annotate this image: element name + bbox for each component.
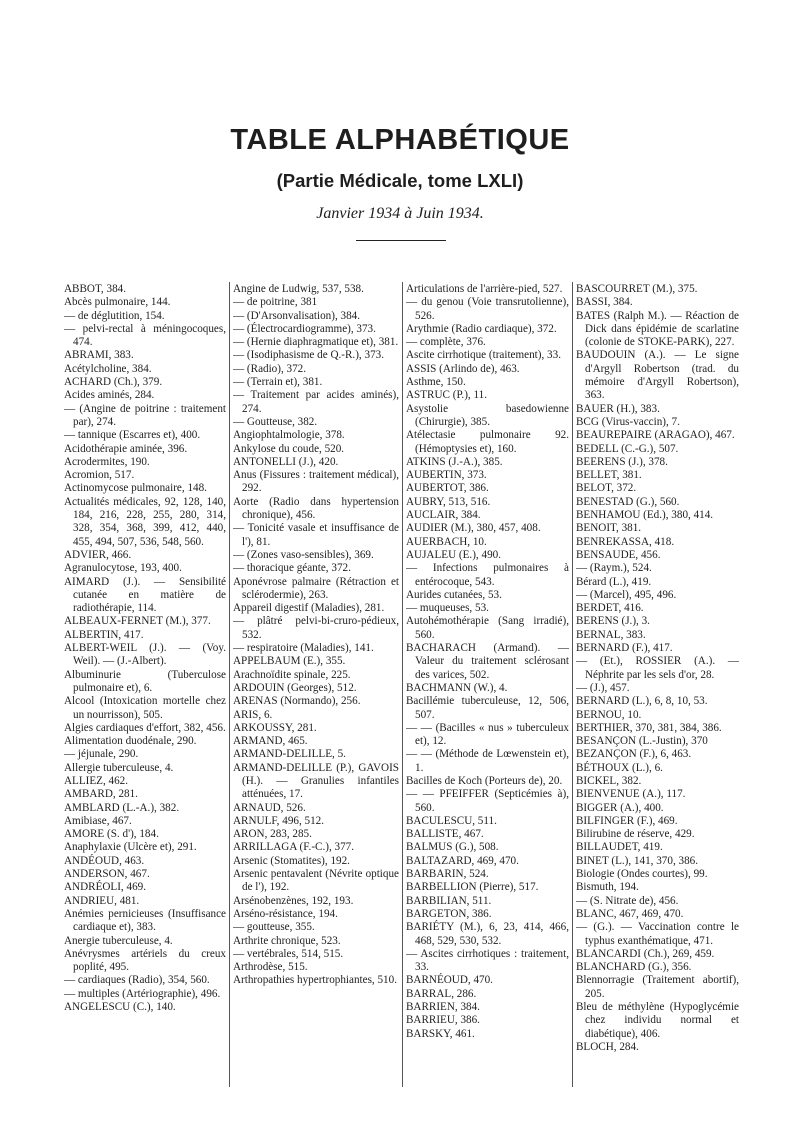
index-entry: ARNULF, 496, 512. <box>233 814 325 827</box>
page-subtitle: (Partie Médicale, tome LXLI) <box>276 170 524 191</box>
index-entry: Allergie tuberculeuse, 4. <box>64 761 174 774</box>
index-entry: Atélectasie pulmonaire 92. (Hémoptysies et), 160. <box>406 429 569 455</box>
index-entry: Autohémothérapie (Sang irradié), 560. <box>406 615 569 641</box>
index-entry: BELOT, 372. <box>576 482 637 495</box>
index-entry: Bleu de méthylène (Hypoglycémie chez individu normal et diabétique), 406. <box>576 1001 739 1040</box>
index-entry: — (Angine de poitrine : traitement par), 274. <box>64 402 226 428</box>
index-entry: AUBERTIN, 373. <box>406 469 487 482</box>
index-entry: — (Électrocardiogramme), 373. <box>233 322 376 335</box>
index-entry: Alimentation duodénale, 290. <box>64 735 197 748</box>
index-entry: AMORE (S. d'), 184. <box>64 828 159 841</box>
index-entry: BIGGER (A.), 400. <box>576 801 664 814</box>
index-entry: BARRAL, 286. <box>406 987 477 1000</box>
index-entry: BERTHIER, 370, 381, 384, 386. <box>576 721 722 734</box>
index-entry: APPELBAUM (E.), 355. <box>233 655 346 668</box>
index-entry: BIENVENUE (A.), 117. <box>576 788 686 801</box>
index-entry: Anergie tuberculeuse, 4. <box>64 934 173 947</box>
index-entry: Arthrodèse, 515. <box>233 961 308 974</box>
index-entry: AUERBACH, 10. <box>406 535 487 548</box>
index-entry: — muqueuses, 53. <box>406 602 489 615</box>
index-entry: ALBERTIN, 417. <box>64 628 144 641</box>
index-entry: BARSKY, 461. <box>406 1027 475 1040</box>
index-entry: — de déglutition, 154. <box>64 309 165 322</box>
index-entry: ANDERSON, 467. <box>64 868 150 881</box>
index-entry: BEDELL (C.-G.), 507. <box>576 442 679 455</box>
column-separator <box>572 282 573 1087</box>
index-entry: — de poitrine, 381 <box>233 296 318 309</box>
index-entry: — (Et.), ROSSIER (A.). — Néphrite par les sels d'or, 28. <box>576 655 739 681</box>
index-entry: BILFINGER (F.), 469. <box>576 814 678 827</box>
index-entry: Acidothérapie aminée, 396. <box>64 442 188 455</box>
index-entry: Angiophtalmologie, 378. <box>233 429 345 442</box>
index-entry: BELLET, 381. <box>576 469 642 482</box>
index-entry: ARIS, 6. <box>233 708 273 721</box>
index-entry: — Infections pulmonaires à entérocoque, 543. <box>406 562 569 588</box>
index-entry: ASTRUC (P.), 11. <box>406 389 487 402</box>
index-entry: Articulations de l'arrière-pied, 527. <box>406 283 563 295</box>
index-entry: — Tonicité vasale et insuffisance de l'), 81. <box>233 522 399 548</box>
index-entry: BERNARD (F.), 417. <box>576 642 673 655</box>
index-entry: Acétylcholine, 384. <box>64 362 152 375</box>
index-entry: ARMAND-DELILLE, 5. <box>233 748 346 761</box>
index-entry: — pelvi-rectal à méningocoques, 474. <box>64 322 226 349</box>
index-entry: BCG (Virus-vaccin), 7. <box>576 415 680 428</box>
index-entry: Abcès pulmonaire, 144. <box>64 296 171 309</box>
index-entry: Arsenic (Stomatites), 192. <box>233 854 350 867</box>
index-entry: BESANÇON (L.-Justin), 370 <box>576 735 708 748</box>
index-entry: ATKINS (J.-A.), 385. <box>406 455 503 468</box>
index-entry: Amibiase, 467. <box>64 814 132 827</box>
index-entry: AUBRY, 513, 516. <box>406 495 491 508</box>
index-entry: Arséno-résistance, 194. <box>233 907 338 920</box>
index-entry: Bilirubine de réserve, 429. <box>576 828 695 841</box>
index-entry: ANTONELLI (J.), 420. <box>233 455 339 468</box>
index-entry: Alcool (Intoxication mortelle chez un nourrisson), 505. <box>64 695 226 721</box>
index-entry: Arachnoïdite spinale, 225. <box>233 668 351 681</box>
index-column-4 <box>576 283 739 1088</box>
index-entry: BICKEL, 382. <box>576 774 642 787</box>
index-entry: — (Hernie diaphragmatique et), 381. <box>233 336 399 349</box>
index-entry: Arthropathies hypertrophiantes, 510. <box>233 974 397 987</box>
column-separator <box>229 282 230 1087</box>
index-entry: BACULESCU, 511. <box>406 814 497 827</box>
index-entry: Aorte (Radio dans hypertension chronique), 456. <box>233 495 399 522</box>
index-entry: — — (Bacilles « nus » tuberculeux et), 12. <box>406 721 569 748</box>
index-entry: ACHARD (Ch.), 379. <box>64 376 163 389</box>
index-entry: BASSI, 384. <box>576 296 633 309</box>
index-entry: AMBLARD (L.-A.), 382. <box>64 801 180 814</box>
index-entry: Acromion, 517. <box>64 469 135 482</box>
index-entry: Bacilles de Koch (Porteurs de), 20. <box>406 774 563 787</box>
index-entry: — Goutteuse, 382. <box>233 415 318 428</box>
index-entry: AUJALEU (E.), 490. <box>406 548 501 561</box>
index-entry: Blennorragie (Traitement abortif), 205. <box>576 974 739 1000</box>
index-entry: AUBERTOT, 386. <box>406 482 489 495</box>
index-entry: Agranulocytose, 193, 400. <box>64 562 182 575</box>
index-entry: ARKOUSSY, 281. <box>233 721 317 734</box>
index-entry: BARBARIN, 524. <box>406 868 489 881</box>
index-entry: — Ascites cirrhotiques : traitement, 33. <box>406 947 569 974</box>
index-entry: — plâtré pelvi-bi-cruro-pédieux, 532. <box>233 615 399 641</box>
index-entry: Angine de Ludwig, 537, 538. <box>233 283 364 295</box>
index-entry: Bérard (L.), 419. <box>576 575 652 588</box>
index-entry: Appareil digestif (Maladies), 281. <box>233 602 385 615</box>
index-entry: BLOCH, 284. <box>576 1040 639 1053</box>
index-entry: BARRIEU, 386. <box>406 1014 480 1027</box>
index-entry: ARRILLAGA (F.-C.), 377. <box>233 841 355 854</box>
index-entry: ALLIEZ, 462. <box>64 774 129 787</box>
index-entry: BINET (L.), 141, 370, 386. <box>576 854 699 867</box>
index-entry: ARDOUIN (Georges), 512. <box>233 681 357 694</box>
index-entry: BALLISTE, 467. <box>406 828 484 841</box>
index-entry: BLANCHARD (G.), 356. <box>576 961 692 974</box>
index-entry: Aponévrose palmaire (Rétraction et sclérodermie), 263. <box>233 575 399 601</box>
dateline: Janvier 1934 à Juin 1934. <box>316 205 484 222</box>
index-entry: BENOIT, 381. <box>576 522 642 535</box>
index-entry: BASCOURRET (M.), 375. <box>576 283 698 295</box>
index-entry: BARGETON, 386. <box>406 907 492 920</box>
index-entry: ARNAUD, 526. <box>233 801 306 814</box>
index-entry: AIMARD (J.). — Sensibilité cutanée en matière de radiothérapie, 114. <box>64 575 226 615</box>
index-entry: BEAUREPAIRE (ARAGAO), 467. <box>576 429 735 442</box>
index-entry: AMBARD, 281. <box>64 788 138 801</box>
index-entry: ASSIS (Arlindo de), 463. <box>406 362 520 375</box>
index-entry: Acrodermites, 190. <box>64 455 150 468</box>
index-column-3 <box>406 283 569 1088</box>
index-entry: ABRAMI, 383. <box>64 349 134 362</box>
index-entry: BILLAUDET, 419. <box>576 841 663 854</box>
index-entry: Ankylose du coude, 520. <box>233 442 345 455</box>
index-entry: BÉTHOUX (L.), 6. <box>576 761 663 774</box>
index-entry: — (Isodiphasisme de Q.-R.), 373. <box>233 349 384 362</box>
index-entry: Bismuth, 194. <box>576 881 639 894</box>
index-entry: Asthme, 150. <box>406 376 466 389</box>
column-separator <box>402 282 403 1087</box>
index-entry: — jéjunale, 290. <box>64 748 139 761</box>
index-entry: — thoracique géante, 372. <box>233 562 351 575</box>
title-rule <box>356 240 446 241</box>
index-entry: BARNÉOUD, 470. <box>406 974 493 987</box>
index-entry: — (Terrain et), 381. <box>233 376 323 389</box>
index-column-1 <box>64 283 226 1088</box>
index-entry: ADVIER, 466. <box>64 548 132 561</box>
index-entry: — multiples (Artériographie), 496. <box>64 987 221 1000</box>
index-entry: — (Radio), 372. <box>233 362 307 375</box>
index-entry: Arythmie (Radio cardiaque), 372. <box>406 322 557 335</box>
index-entry: Actinomycose pulmonaire, 148. <box>64 482 207 495</box>
index-entry: BACHMANN (W.), 4. <box>406 681 508 694</box>
index-entry: BERNAL, 383. <box>576 628 646 641</box>
index-entry: Aurides cutanées, 53. <box>406 588 502 601</box>
index-entry: Albuminurie (Tuberculose pulmonaire et), 6. <box>64 668 226 694</box>
index-entry: BEZANÇON (F.), 6, 463. <box>576 748 692 761</box>
index-entry: — complète, 376. <box>406 336 486 349</box>
index-entry: BERDET, 416. <box>576 602 644 615</box>
index-entry: Actualités médicales, 92, 128, 140, 184, 216, 228, 255, 280, 314, 328, 354, 368, 399, 412, 440, 455, 494, 507, 536, 548, 560. <box>64 495 226 548</box>
index-entry: ARMAND-DELILLE (P.), GAVOIS (H.). — Granulies infantiles atténuées, 17. <box>233 761 399 801</box>
index-column-2 <box>233 283 399 1088</box>
index-entry: BALTAZARD, 469, 470. <box>406 854 519 867</box>
index-entry: AUCLAIR, 384. <box>406 509 481 522</box>
index-entry: — (Raym.), 524. <box>576 562 652 575</box>
index-entry: — (G.). — Vaccination contre le typhus exanthématique, 471. <box>576 921 739 947</box>
index-entry: — respiratoire (Maladies), 141. <box>233 642 374 655</box>
index-entry: Ascite cirrhotique (traitement), 33. <box>406 349 561 362</box>
index-entry: ARON, 283, 285. <box>233 828 312 841</box>
index-entry: BAUER (H.), 383. <box>576 402 660 415</box>
index-entry: Acides aminés, 284. <box>64 389 155 402</box>
index-entry: BLANC, 467, 469, 470. <box>576 907 684 920</box>
index-entry: ARMAND, 465. <box>233 735 308 748</box>
index-entry: Bacillémie tuberculeuse, 12, 506, 507. <box>406 695 569 721</box>
index-entry: ANDRIEU, 481. <box>64 894 140 907</box>
index-entry: BENSAUDE, 456. <box>576 548 661 561</box>
index-entry: Anémies pernicieuses (Insuffisance cardiaque et), 383. <box>64 907 226 934</box>
index-entry: — (Zones vaso-sensibles), 369. <box>233 548 374 561</box>
index-entry: — (J.), 457. <box>576 681 630 694</box>
index-entry: ABBOT, 384. <box>64 283 126 295</box>
index-entry: BARBELLION (Pierre), 517. <box>406 881 539 894</box>
index-entry: ARENAS (Normando), 256. <box>233 695 361 708</box>
index-entry: — — PFEIFFER (Septicémies à), 560. <box>406 788 569 814</box>
index-entry: BALMUS (G.), 508. <box>406 841 499 854</box>
index-entry: ALBERT-WEIL (J.). — (Voy. Weil). — (J.-Albert). <box>64 642 226 668</box>
index-entry: BATES (Ralph M.). — Réaction de Dick dans épidémie de scarlatine (colonie de STOKE-PARK), 227. <box>576 309 739 349</box>
index-entry: — (D'Arsonvalisation), 384. <box>233 309 361 322</box>
index-entry: ANDÉOUD, 463. <box>64 854 145 867</box>
page-title: TABLE ALPHABÉTIQUE <box>230 124 570 156</box>
index-entry: — goutteuse, 355. <box>233 921 315 934</box>
index-entry: BLANCARDI (Ch.), 269, 459. <box>576 947 715 960</box>
index-entry: Arthrite chronique, 523. <box>233 934 341 947</box>
index-entry: BAUDOUIN (A.). — Le signe d'Argyll Robertson (trad. du mémoire d'Argyll Robertson), 363. <box>576 349 739 402</box>
index-entry: ANGELESCU (C.), 140. <box>64 1001 176 1014</box>
index-entry: BARIÉTY (M.), 6, 23, 414, 466, 468, 529, 530, 532. <box>406 921 569 947</box>
index-entry: BEERENS (J.), 378. <box>576 455 668 468</box>
index-entry: — (S. Nitrate de), 456. <box>576 894 679 907</box>
index-entry: BERNOU, 10. <box>576 708 642 721</box>
index-entry: BERENS (J.), 3. <box>576 615 650 628</box>
index-entry: — tannique (Escarres et), 400. <box>64 429 201 442</box>
index-entry: — (Marcel), 495, 496. <box>576 588 677 601</box>
index-entry: — Traitement par acides aminés), 274. <box>233 389 399 415</box>
index-entry: Biologie (Ondes courtes), 99. <box>576 868 708 881</box>
index-entry: Anaphylaxie (Ulcère et), 291. <box>64 841 197 854</box>
index-entry: BARBILIAN, 511. <box>406 894 492 907</box>
index-entry: Anévrysmes artériels du creux poplité, 495. <box>64 947 226 974</box>
index-entry: — — (Méthode de Lœwenstein et), 1. <box>406 748 569 774</box>
index-entry: BARRIEN, 384. <box>406 1001 480 1014</box>
index-entry: Algies cardiaques d'effort, 382, 456. <box>64 721 226 734</box>
index-entry: BACHARACH (Armand). — Valeur du traitement sclérosant des varices, 502. <box>406 642 569 681</box>
index-entry: Arsenic pentavalent (Névrite optique de l'), 192. <box>233 868 399 894</box>
index-entry: BERNARD (L.), 6, 8, 10, 53. <box>576 695 708 708</box>
index-entry: — cardiaques (Radio), 354, 560. <box>64 974 210 987</box>
index-entry: ANDRÉOLI, 469. <box>64 881 146 894</box>
index-entry: Asystolie basedowienne (Chirurgie), 385. <box>406 402 569 428</box>
index-entry: — du genou (Voie transrutolienne), 526. <box>406 296 569 322</box>
index-entry: BENREKASSA, 418. <box>576 535 675 548</box>
index-entry: AUDIER (M.), 380, 457, 408. <box>406 522 541 535</box>
index-entry: Arsénobenzènes, 192, 193. <box>233 894 354 907</box>
index-entry: — vertébrales, 514, 515. <box>233 947 344 960</box>
index-entry: BENESTAD (G.), 560. <box>576 495 680 508</box>
index-entry: ALBEAUX-FERNET (M.), 377. <box>64 615 211 628</box>
index-entry: Anus (Fissures : traitement médical), 292. <box>233 469 399 495</box>
index-entry: BENHAMOU (Ed.), 380, 414. <box>576 509 714 522</box>
